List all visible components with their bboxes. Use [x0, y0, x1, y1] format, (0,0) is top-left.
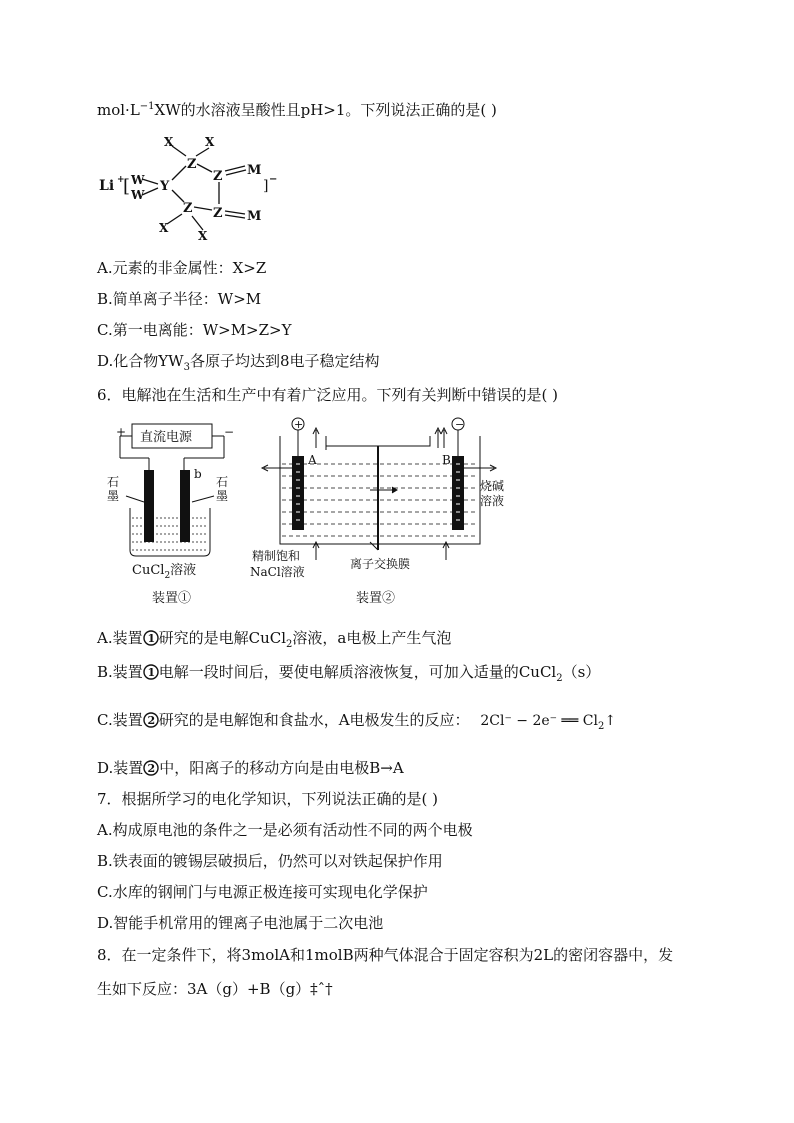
q8-line-1: 8．在一定条件下，将3molA和1molB两种气体混合于固定容积为2L的密闭容器中，发: [97, 946, 674, 964]
atom-w2: W: [131, 188, 145, 202]
li-charge: +: [117, 175, 125, 185]
svg-text:1: 1: [147, 632, 155, 645]
d2-solution: [282, 464, 478, 536]
q7-option-d: D.智能手机常用的锂离子电池属于二次电池: [97, 914, 384, 932]
d1-graphite-right-2: 墨: [216, 489, 229, 503]
q6-c-equation: [480, 713, 617, 732]
q6-c-pre: C.装置: [97, 711, 143, 729]
atom-y: Y: [160, 179, 170, 194]
q6-b-post: （s）: [562, 663, 601, 681]
q6-c-mid: 研究的是电解饱和食盐水，A电极发生的反应：: [158, 711, 470, 729]
d1-beaker: [130, 508, 210, 556]
right-bracket: ]: [263, 178, 269, 194]
q6-c-eq: 2Cl⁻ − 2e⁻ ══ Cl: [480, 713, 598, 729]
d2-right-label-1: 烧碱: [480, 479, 505, 493]
q5-option-d-prefix: D.化合物: [97, 352, 159, 370]
d2-left-label-1: 精制饱和: [252, 549, 301, 563]
d1-minus: −: [224, 425, 235, 439]
q5-option-d-suffix: 各原子均达到8电子稳定结构: [189, 352, 380, 370]
q5-option-d-formula: YW: [158, 352, 184, 370]
d2-right-label-2: 溶液: [480, 494, 505, 508]
d2-caption: 装置②: [356, 591, 396, 606]
circled-1-icon: [143, 664, 159, 680]
atom-x1: X: [164, 135, 174, 149]
q6-b-pre: B.装置: [97, 663, 143, 681]
atom-z-top: Z: [187, 157, 197, 172]
q6-option-b: [97, 662, 600, 689]
d2-label-a: A: [308, 453, 317, 467]
q6-b-formula: CuCl: [518, 663, 557, 681]
atom-x3: X: [159, 221, 169, 235]
d1-b-label: b: [194, 467, 202, 481]
d2-electrode-a: [292, 456, 304, 530]
d1-electrode-a: [144, 470, 154, 542]
li-label: Li: [99, 178, 115, 194]
q7-option-c: C.水库的钢闸门与电源正极连接可实现电化学保护: [97, 883, 428, 901]
q5-option-b: B.简单离子半径：W>M: [97, 290, 262, 308]
svg-text:2: 2: [147, 762, 156, 775]
d1-solution-label: CuCl$_2$溶液: [132, 563, 197, 581]
q5-intro: [97, 97, 497, 120]
q5-option-c: C.第一电离能：W>M>Z>Y: [97, 321, 292, 339]
q6-a-sub: 2: [286, 639, 293, 650]
q5-intro-sup: −1: [139, 101, 155, 112]
atom-z-right-top: Z: [213, 169, 223, 184]
q7-option-a: A.构成原电池的条件之一是必须有活动性不同的两个电极: [97, 821, 473, 839]
d2-label-b: B: [442, 453, 451, 467]
q5-structure-diagram: [95, 132, 295, 248]
atom-w1: W: [131, 173, 145, 187]
d1-plus: +: [116, 425, 127, 439]
d1-graphite-left-1: 石: [107, 475, 120, 489]
q7-option-b: B.铁表面的镀锡层破损后，仍然可以对铁起保护作用: [97, 852, 443, 870]
circled-2-icon: [143, 712, 159, 728]
device-2-diagram: [250, 414, 520, 610]
q6-c-eq-sub: 2: [598, 721, 605, 732]
atom-x2: X: [205, 135, 215, 149]
d2-pos-sign: +: [294, 418, 304, 431]
q6-b-mid: 电解一段时间后，要使电解质溶液恢复，可加入适量的: [158, 663, 519, 681]
q6-option-c: [97, 710, 616, 737]
d1-graphite-right-1: 石: [216, 475, 229, 489]
q6-option-d: [97, 758, 404, 778]
q5-option-a: A.元素的非金属性：X>Z: [97, 259, 267, 277]
q6-a-pre: A.装置: [97, 629, 143, 647]
svg-text:2: 2: [147, 714, 155, 727]
q5-option-d: [97, 351, 380, 378]
q6-d-pre: D.装置: [97, 759, 144, 777]
circled-2-icon: [143, 760, 159, 776]
d2-electrode-b: [452, 456, 464, 530]
d2-left-label-2: NaCl溶液: [250, 565, 305, 579]
q6-a-mid: 研究的是电解: [158, 629, 249, 647]
q5-intro-unit: mol·L: [97, 101, 140, 119]
atom-m1: M: [247, 163, 262, 178]
bracket-charge: −: [269, 174, 278, 185]
atom-m2: M: [247, 209, 262, 224]
q6-stem: 6．电解池在生活和生产中有着广泛应用。下列有关判断中错误的是( ): [97, 386, 559, 404]
q6-a-post: 溶液，a电极上产生气泡: [292, 629, 452, 647]
q5-option-d-sub: 3: [183, 362, 190, 373]
q6-option-a: [97, 628, 451, 655]
q6-c-eq-tail: ↑: [604, 713, 617, 729]
q6-a-formula: CuCl: [248, 629, 287, 647]
device-1-diagram: [104, 418, 242, 608]
q6-d-mid: 中，阳离子的移动方向是由电极B→A: [159, 759, 404, 777]
d1-solution: [132, 518, 208, 550]
d2-neg-sign: −: [455, 418, 465, 431]
atom-z-right-bottom: Z: [213, 206, 223, 221]
d1-caption: 装置①: [152, 591, 192, 606]
atom-x4: X: [198, 229, 208, 243]
left-bracket: [: [123, 176, 131, 197]
atom-z-bottom: Z: [183, 201, 193, 216]
d2-membrane-label: 离子交换膜: [350, 557, 411, 571]
q7-stem: 7．根据所学习的电化学知识，下列说法正确的是( ): [97, 790, 439, 808]
d1-electrode-b: [180, 470, 190, 542]
d1-power-label: 直流电源: [140, 430, 193, 445]
circled-1-icon: [143, 630, 159, 646]
svg-text:1: 1: [147, 666, 155, 679]
q5-intro-text: XW的水溶液呈酸性且pH>1。下列说法正确的是( ): [154, 101, 497, 119]
d1-graphite-left-2: 墨: [107, 489, 120, 503]
q8-line-2: 生如下反应：3A（g）+B（g）‡ˆ†: [97, 980, 333, 998]
q6-b-sub: 2: [556, 673, 563, 684]
